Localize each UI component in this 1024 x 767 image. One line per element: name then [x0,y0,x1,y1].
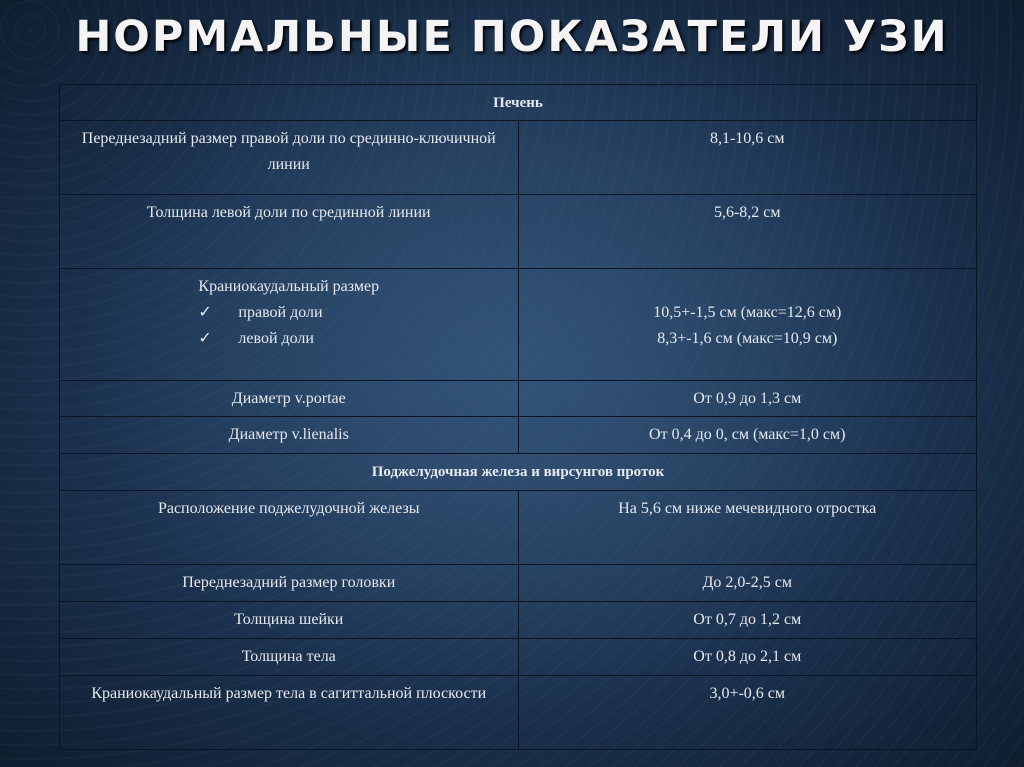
param-cell: Толщина левой доли по срединной линии [60,195,519,269]
section-row-liver [60,85,977,121]
param-cell: Переднезадний размер головки [60,565,519,602]
param-cell [60,269,519,381]
value-cell: От 0,8 до 2,1 см [518,639,977,676]
list-item-label: левой доли [238,330,314,347]
param-cell: Диаметр v.lienalis [60,417,519,454]
craniocaudal-header: Краниокаудальный размер [198,278,380,295]
param-cell: Толщина шейки [60,602,519,639]
value-line: 10,5+-1,5 см (макс=12,6 см) [653,304,842,321]
table-row [60,602,977,639]
table-row [60,381,977,417]
value-cell: 5,6-8,2 см [518,195,977,269]
section-row-pancreas [60,454,977,491]
value-cell: От 0,4 до 0, см (макс=1,0 см) [518,417,977,454]
list-item [198,300,379,326]
table-row [60,676,977,750]
table-row [60,121,977,195]
list-item [198,326,379,352]
value-cell [518,269,977,381]
list-item-label: правой доли [238,304,323,321]
value-cell: От 0,7 до 1,2 см [518,602,977,639]
section-header-liver: Печень [60,85,977,121]
value-cell: На 5,6 см ниже мечевидного отростка [518,491,977,565]
table-row-craniocaudal [60,269,977,381]
value-line: 8,3+-1,6 см (макс=10,9 см) [657,330,838,347]
slide-title: НОРМАЛЬНЫЕ ПОКАЗАТЕЛИ УЗИ [75,12,949,62]
value-cell: От 0,9 до 1,3 см [518,381,977,417]
param-cell: Толщина тела [60,639,519,676]
table-row [60,195,977,269]
ultrasound-norms-table [59,84,977,750]
section-header-pancreas: Поджелудочная железа и вирсунгов проток [60,454,977,491]
param-cell: Расположение поджелудочной железы [60,491,519,565]
table-row [60,639,977,676]
checkmark-icon: ✓ [198,304,212,321]
table-row [60,565,977,602]
param-cell: Диаметр v.portae [60,381,519,417]
value-cell: 8,1-10,6 см [518,121,977,195]
checkmark-icon: ✓ [198,330,212,347]
param-cell: Краниокаудальный размер тела в сагиттальной плоскости [60,676,519,750]
craniocaudal-list [198,274,379,352]
value-cell: 3,0+-0,6 см [518,676,977,750]
param-cell: Переднезадний размер правой доли по срединно-ключичной линии [60,121,519,195]
table-row [60,491,977,565]
table-row [60,417,977,454]
value-cell: До 2,0-2,5 см [518,565,977,602]
